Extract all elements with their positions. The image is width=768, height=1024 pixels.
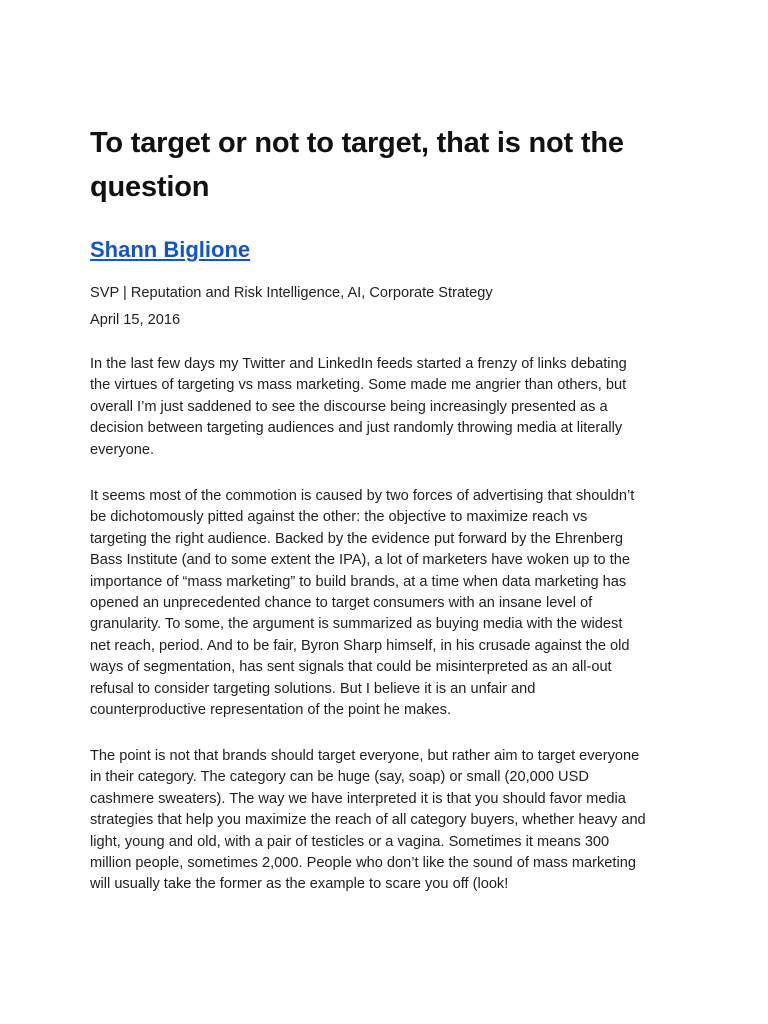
article-paragraph-1: In the last few days my Twitter and LinkedIn feeds started a frenzy of links debating the virtues of targeting vs mass marketing. Some made me angrier than others, but overall I’m just saddened to see the discourse being increasingly presented as a decision between targeting audiences and just randomly throwing media at literally everyone. [90,356,627,458]
publish-date: April 15, 2016 [90,312,181,328]
author-link[interactable]: Shann Biglione [90,237,251,262]
author-role: SVP | Reputation and Risk Intelligence, AI, Corporate Strategy [90,285,493,301]
article-paragraph-2: It seems most of the commotion is caused by two forces of advertising that shouldn’t be dichotomously pitted against the other: the objective to maximize reach vs targeting the right audience. Backed by the evidence put forward by the Ehrenberg Bass Institute (and to some extent the IPA), a lot of marketers have woken up to the importance of “mass marketing” to build brands, at a time when data marketing has opened an unprecedented chance to target consumers with an insane level of granularity. To some, the argument is summarized as buying media with the widest net reach, period. And to be fair, Byron Sharp himself, in his crusade against the old ways of segmentation, has sent signals that could be misinterpreted as an all-out refusal to consider targeting solutions. But I believe it is an unfair and counterproductive representation of the point he makes. [90,488,635,719]
article-paragraph-3: The point is not that brands should target everyone, but rather aim to target everyone in their category. The category can be huge (say, soap) or small (20,000 USD cashmere sweaters). The way we have interpreted it is that you should favor media strategies that help you maximize the reach of all category buyers, whether heavy and light, young and old, with a pair of testicles or a vagina. Sometimes it means 300 million people, sometimes 2,000. People who don’t like the sound of mass marketing will usually take the former as the example to scare you off (look! [90,748,646,893]
article-title: To target or not to target, that is not the question [90,127,624,203]
